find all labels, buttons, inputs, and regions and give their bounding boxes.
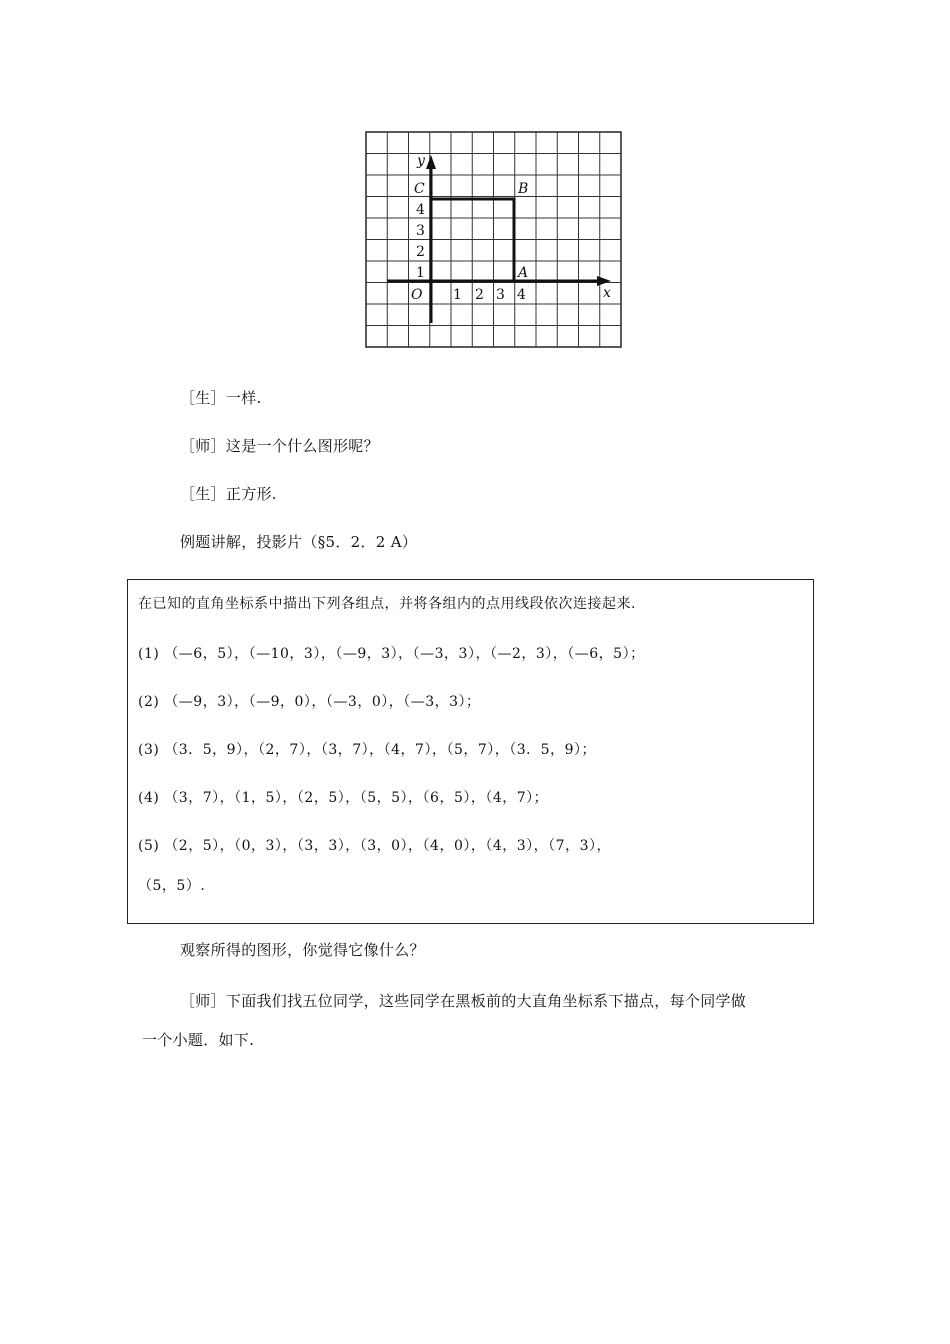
exercise-item-2: (2) （—9，3），（—9，0），（—3，0），（—3，3）； (138, 694, 481, 710)
exercise-item-1: (1) （—6，5），（—10，3），（—9，3），（—3，3），（—2，3），（—6，5）； (138, 646, 645, 662)
x-tick-2: 2 (475, 287, 484, 303)
exercise-item-5-cont: （5，5）. (138, 878, 206, 894)
y-tick-4: 4 (416, 202, 425, 218)
exercise-intro: 在已知的直角坐标系中描出下列各组点，并将各组内的点用线段依次连接起来. (138, 596, 636, 612)
example-heading: 例题讲解，投影片（§5．2．2 A） (180, 533, 418, 551)
exercise-box (127, 579, 814, 924)
dialogue-line-student-1: ［生］一样. (180, 389, 262, 407)
y-tick-2: 2 (416, 244, 425, 260)
y-axis-arrow (426, 155, 436, 169)
point-a-label: A (518, 265, 529, 281)
y-tick-1: 1 (416, 265, 425, 281)
observation-question: 观察所得的图形，你觉得它像什么？ (180, 941, 425, 959)
coordinate-figure (365, 131, 623, 349)
teacher-instruction: ［师］下面我们找五位同学，这些同学在黑板前的大直角坐标系下描点，每个同学做 (180, 992, 747, 1010)
x-axis-label: x (603, 285, 611, 301)
grid-lines (366, 132, 621, 347)
exercise-item-5: (5) （2，5），（0，3），（3，3），（3，0），（4，0），（4，3），（7，3）， (138, 838, 611, 854)
dialogue-line-student-2: ［生］正方形. (180, 485, 277, 503)
y-axis-label: y (417, 153, 425, 169)
exercise-item-3: (3) （3．5，9），（2，7），（3，7），（4，7），（5，7），（3．5，9）； (138, 742, 596, 758)
dialogue-line-teacher-1: ［师］这是一个什么图形呢？ (180, 437, 379, 455)
teacher-instruction-cont: 一个小题．如下. (142, 1031, 255, 1049)
x-tick-3: 3 (496, 287, 505, 303)
y-tick-3: 3 (416, 223, 425, 239)
point-b-label: B (518, 181, 529, 197)
exercise-item-4: (4) （3，7），（1，5），（2，5），（5，5），（6，5），（4，7）； (138, 790, 549, 806)
grid-svg (365, 131, 623, 349)
x-tick-4: 4 (517, 287, 526, 303)
x-tick-1: 1 (453, 287, 462, 303)
origin-label: O (411, 287, 423, 303)
point-c-label: C (414, 181, 425, 197)
